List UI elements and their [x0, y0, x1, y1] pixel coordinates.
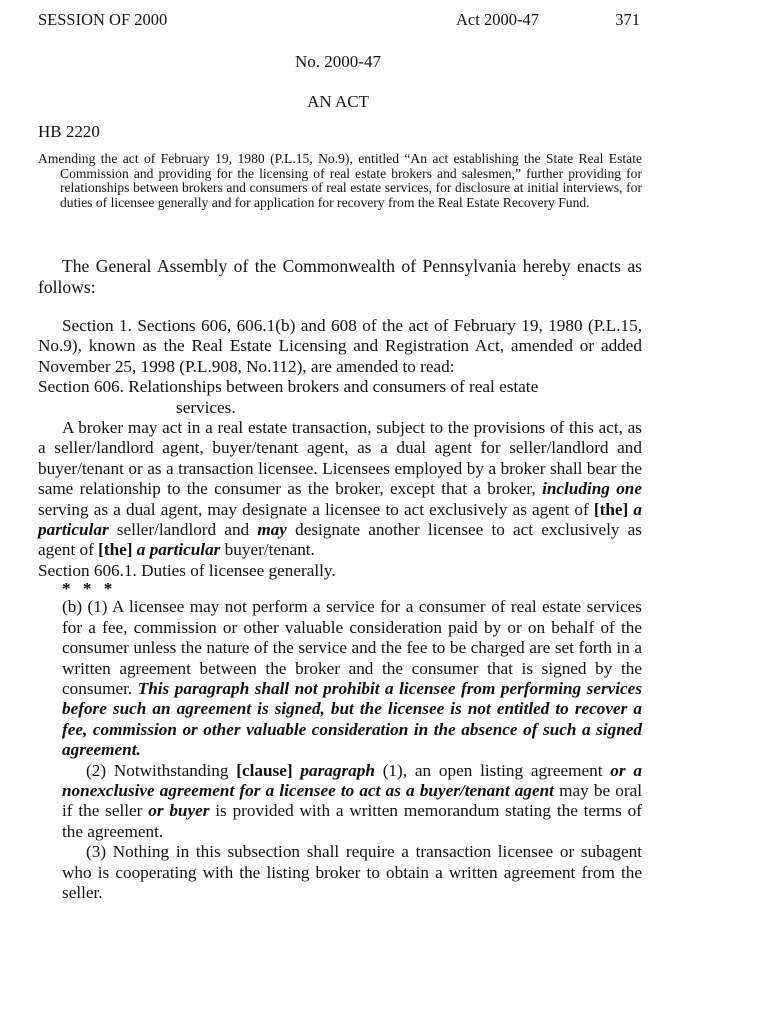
text-run: designate another licensee to act exclusively as agent of	[38, 520, 642, 560]
section-606-heading	[38, 377, 642, 418]
act-title: AN ACT	[307, 92, 369, 111]
inserted-text: or buyer	[148, 801, 210, 821]
subsection-b-paragraph-3: (3) Nothing in this subsection shall require a transaction licensee or subagent who is cooperating with the listing broker to obtain a written agreement from the seller.	[62, 842, 642, 902]
page-number: 371	[615, 10, 640, 29]
inserted-text: including one	[542, 479, 642, 499]
inserted-text: may	[257, 520, 287, 540]
section-6061-heading: Section 606.1. Duties of licensee generally.	[38, 560, 336, 580]
text-run: (b) (1) A licensee may not perform a service for a consumer of real estate services for a fee, commission or other valuable consideration paid by or on behalf of the consumer unless the nature of the service and the fee to be charged are set forth in a written agreement between the broker and the consumer that is signed by the consumer.	[62, 597, 642, 698]
section-606-heading-continued: services.	[176, 397, 236, 417]
text-run: (2) Notwithstanding	[86, 760, 237, 780]
section-606-paragraph	[38, 418, 642, 561]
deleted-text: [the]	[593, 499, 629, 519]
inserted-text: or a nonexclusive agreement for a licensee to act as a buyer/tenant agent	[62, 760, 642, 800]
page-header	[38, 10, 640, 34]
inserted-text: This paragraph shall not prohibit a licensee from performing services before such an agreement is signed, but the licensee is not entitled to recover a fee, commission or other valuable consideration in the absence of such a signed agreement.	[62, 678, 643, 760]
subsection-b-paragraph-1	[62, 597, 642, 760]
act-number: No. 2000-47	[295, 52, 381, 71]
text-run: seller/landlord and	[108, 520, 258, 540]
section-606-heading-text: Section 606. Relationships between brokers and consumers of real estate	[38, 377, 539, 397]
text-run: may be oral if the seller	[62, 780, 642, 821]
section-1-paragraph: Section 1. Sections 606, 606.1(b) and 608 of the act of February 19, 1980 (P.L.15, No.9), known as the Real Estate Licensing and Registration Act, amended or added November 25, 1998 (P.L.908, No.112), are amended to read:	[38, 316, 642, 376]
act-body	[38, 316, 642, 903]
act-summary	[38, 152, 642, 210]
enacting-clause: The General Assembly of the Commonwealth of Pennsylvania hereby enacts as follows:	[38, 256, 642, 297]
text-run: (1), an open listing agreement	[374, 760, 611, 780]
session-label: SESSION OF 2000	[38, 10, 168, 29]
deleted-text: [clause]	[236, 760, 293, 780]
text-run: buyer/tenant.	[220, 540, 315, 560]
summary-text: Amending the act of February 19, 1980 (P.L.15, No.9), entitled “An act establishing the State Real Estate Commission and providing for the licensing of real estate brokers and salesmen,” further providing for relationships between brokers and consumers of real estate services, for disclosure at initial interviews, for duties of licensee generally and for application for recovery from the Real Estate Recovery Fund.	[38, 151, 642, 210]
subsection-b-paragraph-2	[62, 761, 642, 843]
bill-number: HB 2220	[38, 122, 100, 141]
inserted-text: paragraph	[300, 760, 375, 780]
text-run: serving as a dual agent, may designate a licensee to act exclusively as agent of	[38, 499, 594, 519]
subsection-b	[38, 597, 642, 903]
text-run: is provided with a written memorandum stating the terms of the agreement.	[62, 801, 642, 841]
inserted-text: a particular	[136, 540, 221, 560]
omission-marker: * * *	[62, 579, 117, 599]
deleted-text: [the]	[98, 540, 133, 560]
act-reference: Act 2000-47	[456, 10, 539, 29]
text-run: A broker may act in a real estate transaction, subject to the provisions of this act, as a seller/landlord agent, buyer/tenant agent, as a dual agent for seller/landlord and buyer/tenant or as a transaction licensee. Licensees employed by a broker shall bear the same relationship to the consumer as the broker, except that a broker,	[38, 418, 642, 499]
inserted-text: a particular	[38, 499, 642, 540]
